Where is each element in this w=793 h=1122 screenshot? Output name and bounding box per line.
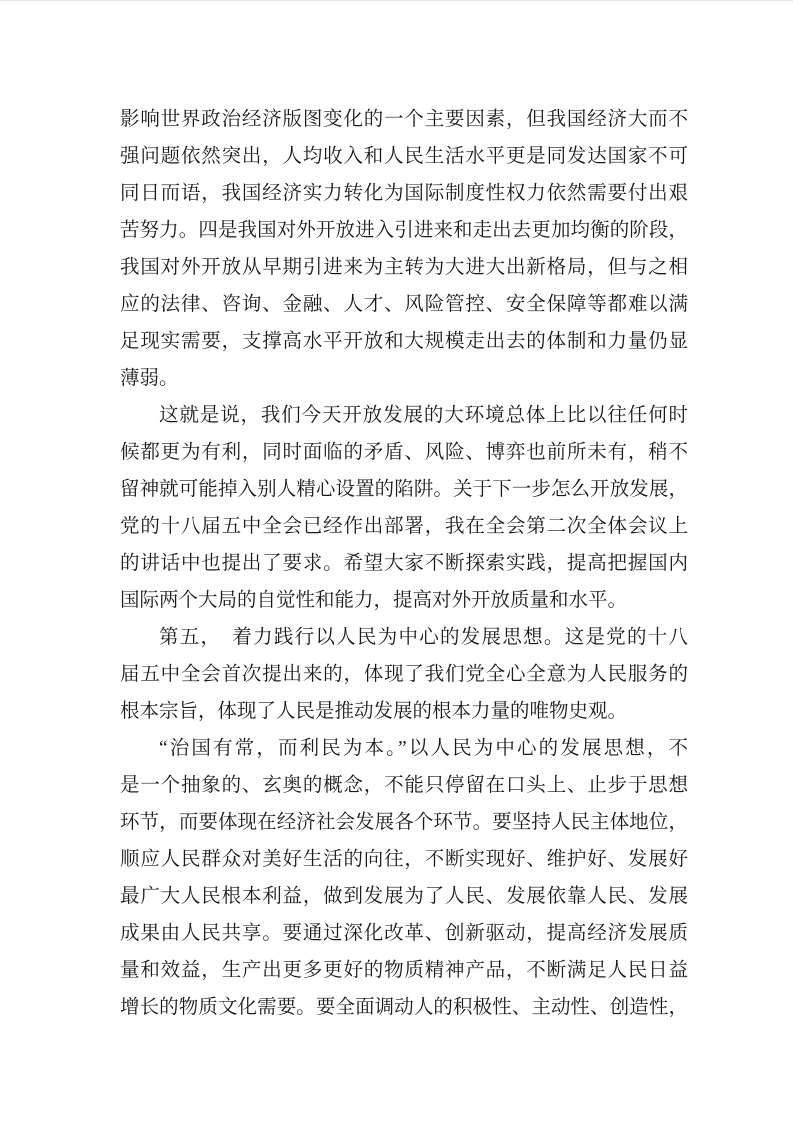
text-line: 是一个抽象的、玄奥的概念，不能只停留在口头上、止步于思想 [120,775,688,796]
text-line: 最广大人民根本利益，做到发展为了人民、发展依靠人民、发展 [120,886,688,907]
text-line: 第五， 着力践行以人民为中心的发展思想。这是党的十八 [159,627,688,648]
text-line: 候都更为有利，同时面临的矛盾、风险、博弈也前所未有，稍不 [120,442,688,463]
text-line: 留神就可能掉入别人精心设置的陷阱。关于下一步怎么开放发展， [120,479,688,500]
text-line: 国际两个大局的自觉性和能力，提高对外开放质量和水平。 [120,590,628,611]
text-line: 根本宗旨，体现了人民是推动发展的根本力量的唯物史观。 [120,701,628,722]
text-line: 薄弱。 [120,368,179,389]
text-line: 增长的物质文化需要。要全面调动人的积极性、主动性、创造性， [120,997,688,1018]
text-line: 党的十八届五中全会已经作出部署，我在全会第二次全体会议上 [120,516,688,537]
text-line: 同日而语，我国经济实力转化为国际制度性权力依然需要付出艰 [120,183,688,204]
text-line: 我国对外开放从早期引进来为主转为大进大出新格局，但与之相 [120,257,688,278]
text-line: 影响世界政治经济版图变化的一个主要因素，但我国经济大而不 [120,109,688,130]
text-line: 强问题依然突出，人均收入和人民生活水平更是同发达国家不可 [120,146,688,167]
document-body [120,101,688,1026]
text-line: 这就是说，我们今天开放发展的大环境总体上比以往任何时 [159,405,688,426]
text-line: 量和效益，生产出更多更好的物质精神产品，不断满足人民日益 [120,960,688,981]
text-line: 环节，而要体现在经济社会发展各个环节。要坚持人民主体地位， [120,812,688,833]
text-line: 苦努力。四是我国对外开放进入引进来和走出去更加均衡的阶段， [120,220,688,241]
text-line: “治国有常，而利民为本。”以人民为中心的发展思想，不 [159,738,688,759]
text-line: 的讲话中也提出了要求。希望大家不断探索实践，提高把握国内 [120,553,688,574]
text-line: 顺应人民群众对美好生活的向往，不断实现好、维护好、发展好 [120,849,688,870]
text-line: 足现实需要，支撑高水平开放和大规模走出去的体制和力量仍显 [120,331,688,352]
text-line: 应的法律、咨询、金融、人才、风险管控、安全保障等都难以满 [120,294,688,315]
text-line: 成果由人民共享。要通过深化改革、创新驱动，提高经济发展质 [120,923,688,944]
text-line: 届五中全会首次提出来的，体现了我们党全心全意为人民服务的 [120,664,688,685]
